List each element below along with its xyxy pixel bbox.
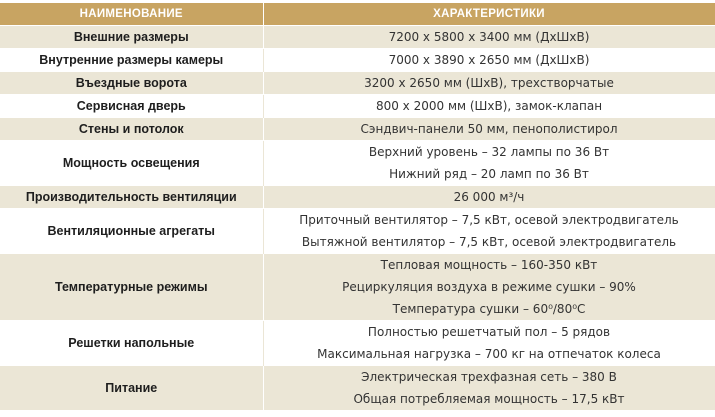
row-name: Питание [0, 366, 263, 411]
row-name: Въездные ворота [0, 72, 263, 95]
row-value [263, 118, 715, 141]
value-column-header: ХАРАКТЕРИСТИКИ [263, 3, 715, 26]
value-line: Общая потребляемая мощность – 17,5 кВт [353, 392, 625, 406]
table-row [0, 209, 715, 254]
row-name: Внешние размеры [0, 26, 263, 49]
table-row [0, 186, 715, 209]
value-line: Верхний уровень – 32 лампы по 36 Вт [368, 145, 610, 159]
value-line: 26 000 м³/ч [453, 190, 525, 204]
row-name: Температурные режимы [0, 254, 263, 321]
row-value [263, 186, 715, 209]
row-name: Мощность освещения [0, 141, 263, 186]
row-value [263, 72, 715, 95]
table-row [0, 95, 715, 118]
row-value [263, 209, 715, 254]
row-name: Сервисная дверь [0, 95, 263, 118]
row-value [263, 26, 715, 49]
value-line: Нижний ряд – 20 ламп по 36 Вт [389, 167, 589, 181]
value-line: 800 х 2000 мм (ШхВ), замок-клапан [375, 99, 603, 113]
value-line: Сэндвич-панели 50 мм, пенополистирол [360, 122, 618, 136]
value-line: Температура сушки – 60⁰/80⁰С [392, 302, 586, 316]
row-value [263, 141, 715, 186]
spec-table [0, 3, 715, 410]
row-value [263, 321, 715, 366]
value-line: Тепловая мощность – 160-350 кВт [380, 258, 598, 272]
value-line: Электрическая трехфазная сеть – 380 В [361, 370, 617, 384]
row-name: Вентиляционные агрегаты [0, 209, 263, 254]
table-row [0, 72, 715, 95]
name-column-header: НАИМЕНОВАНИЕ [0, 3, 263, 26]
table-row [0, 254, 715, 321]
table-row [0, 141, 715, 186]
row-value [263, 95, 715, 118]
table-row [0, 26, 715, 49]
row-name: Стены и потолок [0, 118, 263, 141]
value-line: Полностью решетчатый пол – 5 рядов [367, 325, 611, 339]
table-row [0, 366, 715, 411]
value-line: 7200 х 5800 х 3400 мм (ДхШхВ) [388, 30, 590, 44]
value-line: Вытяжной вентилятор – 7,5 кВт, осевой электродвигатель [301, 235, 677, 249]
row-value [263, 254, 715, 321]
table-row [0, 321, 715, 366]
row-value [263, 366, 715, 411]
value-line: Рециркуляция воздуха в режиме сушки – 90% [342, 280, 636, 294]
row-name: Решетки напольные [0, 321, 263, 366]
row-name: Производительность вентиляции [0, 186, 263, 209]
value-line: 7000 х 3890 х 2650 мм (ДхШхВ) [388, 53, 590, 67]
row-name: Внутренние размеры камеры [0, 49, 263, 72]
table-row [0, 118, 715, 141]
row-value [263, 49, 715, 72]
table-row [0, 49, 715, 72]
table-header-row [0, 3, 715, 26]
value-line: 3200 х 2650 мм (ШхВ), трехстворчатые [364, 76, 614, 90]
value-line: Приточный вентилятор – 7,5 кВт, осевой электродвигатель [299, 213, 679, 227]
value-line: Максимальная нагрузка – 700 кг на отпечаток колеса [317, 347, 661, 361]
